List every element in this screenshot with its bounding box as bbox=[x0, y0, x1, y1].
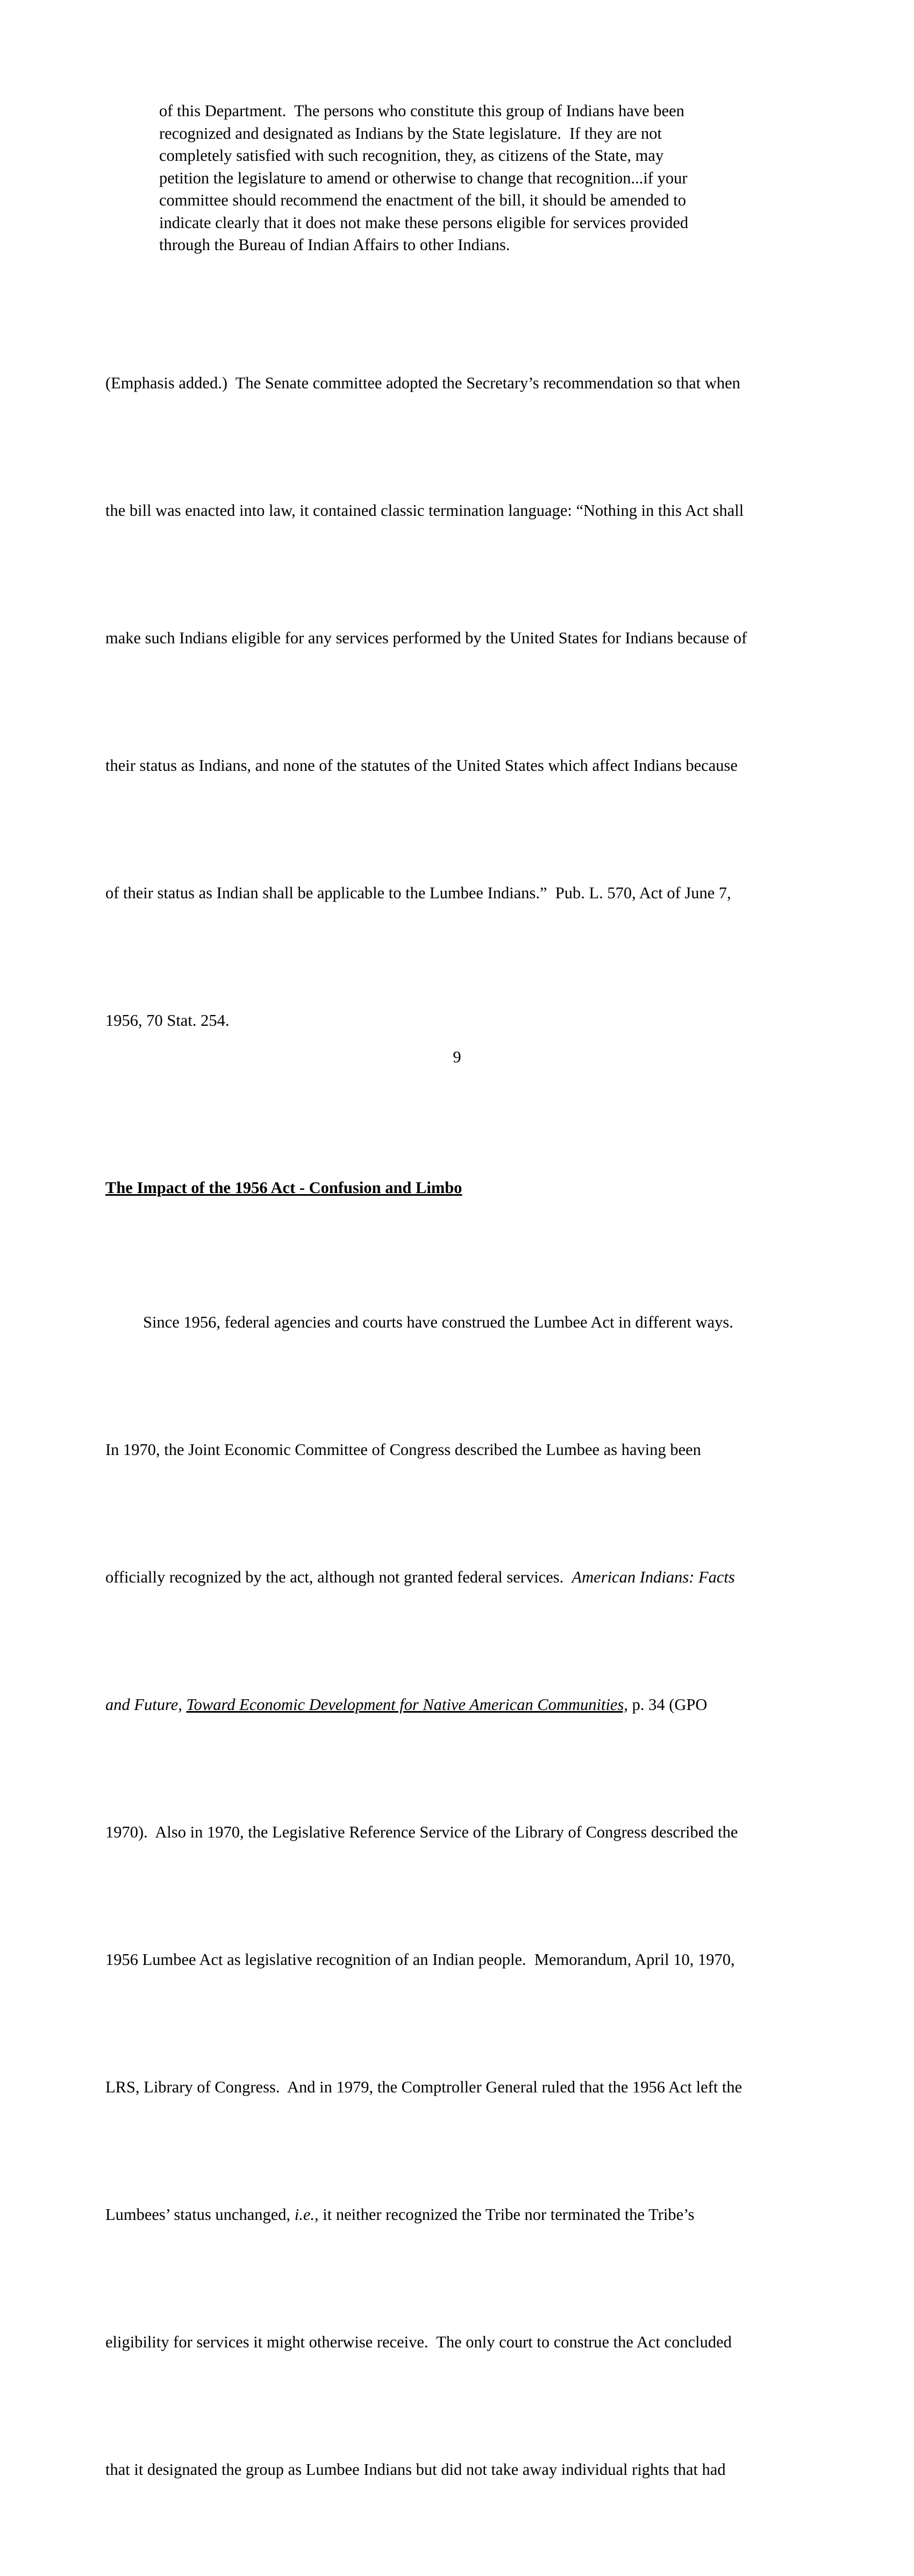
paragraph-line: LRS, Library of Congress. And in 1979, the Comptroller General ruled that the 1956 Act left the bbox=[105, 2077, 742, 2096]
blockquote-line: committee should recommend the enactment of the bill, it should be amended to bbox=[159, 191, 686, 209]
paragraph-line bbox=[105, 1684, 804, 1726]
latin-abbreviation-italic: i.e., bbox=[294, 2205, 319, 2224]
blockquote-line: indicate clearly that it does not make these persons eligible for services provided bbox=[159, 213, 689, 232]
page-number: 9 bbox=[453, 1048, 461, 1066]
paragraph-line: make such Indians eligible for any services performed by the United States for Indians because of bbox=[105, 628, 747, 647]
paragraph-emphasis-added bbox=[105, 277, 804, 1127]
blockquote bbox=[159, 100, 737, 257]
paragraph-text: officially recognized by the act, although not granted federal services. bbox=[105, 1567, 572, 1586]
paragraph-impact bbox=[105, 1216, 804, 2576]
text-space bbox=[182, 1695, 187, 1714]
paragraph-line: of their status as Indian shall be applicable to the Lumbee Indians.” Pub. L. 570, Act of June 7, bbox=[105, 883, 731, 902]
paragraph-line: 1956, 70 Stat. 254. bbox=[105, 1011, 230, 1030]
paragraph-text: Since 1956, federal agencies and courts have construed the Lumbee Act in different ways. bbox=[143, 1312, 733, 1331]
paragraph-line bbox=[105, 2194, 804, 2236]
paragraph-text: it neither recognized the Tribe nor terminated the Tribe’s bbox=[318, 2205, 695, 2224]
paragraph-text: p. 34 (GPO bbox=[627, 1695, 708, 1714]
page-content bbox=[105, 100, 804, 2576]
blockquote-line: through the Bureau of Indian Affairs to other Indians. bbox=[159, 236, 510, 254]
paragraph-text: Lumbees’ status unchanged, bbox=[105, 2205, 295, 2224]
spacer bbox=[105, 1127, 804, 1175]
blockquote-line: petition the legislature to amend or otherwise to change that recognition...if your bbox=[159, 168, 688, 187]
paragraph-line: eligibility for services it might otherwise receive. The only court to construe the Act concluded bbox=[105, 2332, 732, 2351]
spacer bbox=[105, 257, 804, 277]
section-heading-wrap bbox=[105, 1175, 804, 1200]
citation-title-italic: and Future, bbox=[105, 1695, 182, 1714]
paragraph-line: In 1970, the Joint Economic Committee of Congress described the Lumbee as having been bbox=[105, 1440, 701, 1459]
paragraph-line: 1970). Also in 1970, the Legislative Reference Service of the Library of Congress described the bbox=[105, 1822, 738, 1841]
section-heading: The Impact of the 1956 Act - Confusion and Limbo bbox=[105, 1178, 462, 1197]
paragraph-line: 1956 Lumbee Act as legislative recognition of an Indian people. Memorandum, April 10, 1970, bbox=[105, 1950, 735, 1969]
paragraph-line: the bill was enacted into law, it contained classic termination language: “Nothing in this Act shall bbox=[105, 501, 744, 520]
blockquote-line: of this Department. The persons who constitute this group of Indians have been bbox=[159, 102, 684, 120]
paragraph-line: their status as Indians, and none of the statutes of the United States which affect Indians because bbox=[105, 756, 738, 775]
paragraph-line bbox=[105, 1301, 804, 1344]
citation-subtitle-underlined: Toward Economic Development for Native American Communities, bbox=[186, 1695, 628, 1714]
blockquote-line: completely satisfied with such recognition, they, as citizens of the State, may bbox=[159, 146, 664, 165]
blockquote-line: recognized and designated as Indians by the State legislature. If they are not bbox=[159, 124, 662, 143]
paragraph-line bbox=[105, 1556, 804, 1599]
paragraph-line: that it designated the group as Lumbee Indians but did not take away individual rights that had bbox=[105, 2460, 726, 2479]
citation-title-italic: American Indians: Facts bbox=[572, 1567, 735, 1586]
paragraph-line: (Emphasis added.) The Senate committee adopted the Secretary’s recommendation so that when bbox=[105, 373, 740, 392]
